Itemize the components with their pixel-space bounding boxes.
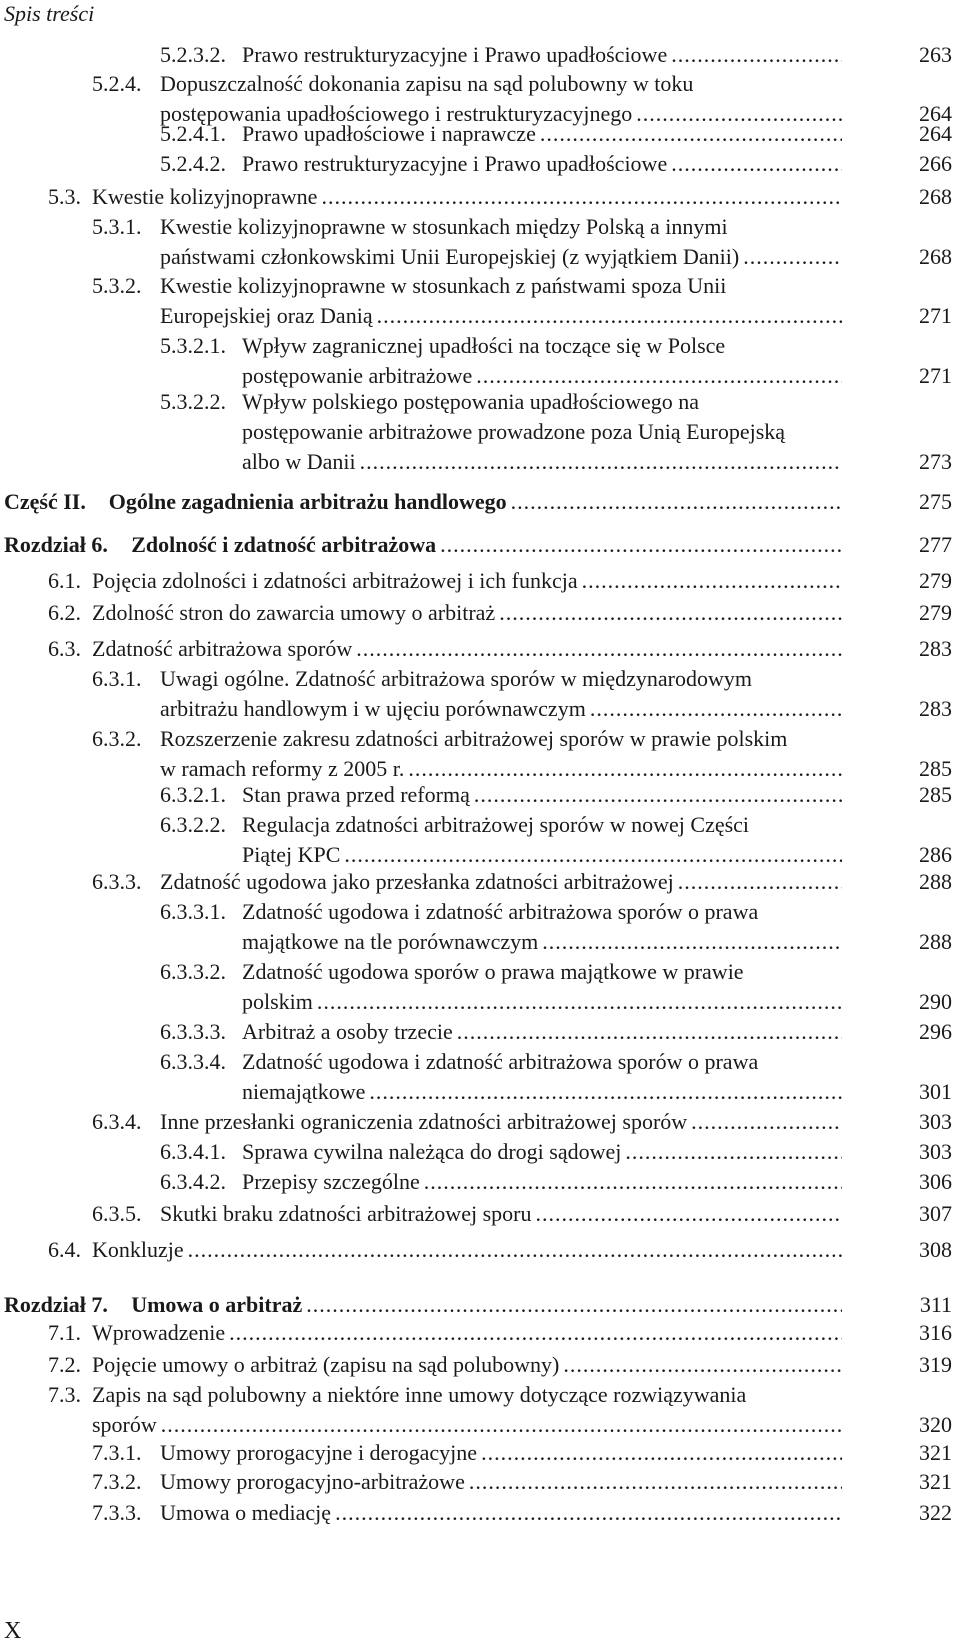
toc-entry-title [242, 1017, 848, 1047]
toc-entry-title [242, 1047, 848, 1107]
toc-entry-line-text: polskim [242, 989, 313, 1014]
dot-leader [440, 530, 842, 560]
toc-entry-title [92, 1350, 848, 1380]
toc-entry-line-text: Kwestie kolizyjnoprawne w stosunkach z państwami spoza Unii [160, 273, 727, 298]
toc-entry-line-text: Umowy prorogacyjno-arbitrażowe [160, 1469, 465, 1494]
toc-entry-page-number: 266 [919, 151, 952, 176]
toc-entry[interactable] [0, 1167, 960, 1197]
toc-entry-line-text: Europejskiej oraz Danią [160, 303, 373, 328]
toc-entry-number: 6.3.5. [92, 1201, 142, 1226]
dot-leader [542, 927, 842, 957]
toc-entry-number: 5.2.4.2. [160, 151, 226, 176]
toc-entry-number: 7.1. [48, 1320, 81, 1345]
dot-leader [356, 634, 842, 664]
dot-leader [678, 867, 842, 897]
toc-entry-title [131, 1290, 848, 1320]
toc-entry-number: 6.3.2. [92, 726, 142, 751]
toc-entry-page-number: 303 [919, 1139, 952, 1164]
toc-entry-page-number: 264 [919, 101, 952, 126]
toc-entry-page-number: 308 [919, 1237, 952, 1262]
toc-entry-line [160, 867, 848, 897]
dot-leader [457, 1017, 842, 1047]
toc-entry-title [242, 331, 848, 391]
toc-entry-page-number: 264 [919, 121, 952, 146]
toc-entry-line-text: Prawo restrukturyzacyjne i Prawo upadłościowe [242, 42, 668, 67]
dot-leader [743, 242, 842, 272]
toc-entry-number: 6.3.3.2. [160, 959, 226, 984]
toc-entry-line-text: Umowy prorogacyjne i derogacyjne [160, 1440, 478, 1465]
toc-entry-number: 6.4. [48, 1237, 81, 1262]
toc-entry-page-number: 268 [919, 244, 952, 269]
toc-entry-page-number: 321 [919, 1469, 952, 1494]
toc-entry-number: Część II. [4, 489, 86, 514]
toc-entry-line [242, 149, 848, 179]
toc-entry-line [242, 119, 848, 149]
toc-entry-title [92, 182, 848, 212]
toc-entry-line [92, 1235, 848, 1265]
dot-leader [344, 840, 842, 870]
toc-entry-page-number: 303 [919, 1109, 952, 1134]
toc-entry-page-number: 320 [919, 1412, 952, 1437]
toc-entry-line [242, 780, 848, 810]
toc-entry-line [160, 212, 848, 242]
dot-leader [469, 1467, 842, 1497]
toc-entry-line [242, 1167, 848, 1197]
toc-entry-number: 7.3. [48, 1382, 81, 1407]
dot-leader [590, 694, 842, 724]
toc-entry[interactable] [0, 1498, 960, 1528]
toc-entry-line [160, 664, 848, 694]
toc-entry[interactable] [0, 212, 960, 272]
toc-entry-line [92, 182, 848, 212]
toc-entry-page-number: 263 [919, 42, 952, 67]
dot-leader [474, 780, 842, 810]
dot-leader [499, 598, 842, 628]
dot-leader [335, 1498, 842, 1528]
dot-leader [377, 301, 842, 331]
toc-entry[interactable] [0, 487, 960, 517]
toc-entry-line-text: Pojęcia zdolności i zdatności arbitrażowej i ich funkcja [92, 568, 578, 593]
toc-entry-page-number: 322 [919, 1500, 952, 1525]
toc-entry-number: 6.2. [48, 600, 81, 625]
toc-entry-title [160, 1107, 848, 1137]
toc-entry[interactable] [0, 119, 960, 149]
toc-entry[interactable] [0, 182, 960, 212]
toc-entry-page-number: 288 [919, 929, 952, 954]
toc-entry-title [242, 957, 848, 1017]
toc-entry-title [242, 1167, 848, 1197]
toc-entry-line [242, 987, 848, 1017]
toc-entry[interactable] [0, 1380, 960, 1440]
toc-entry-line-text: Pojęcie umowy o arbitraż (zapisu na sąd polubowny) [92, 1352, 560, 1377]
toc-entry-title [92, 598, 848, 628]
toc-entry-line [92, 1380, 848, 1410]
toc-entry-line-text: Regulacja zdatności arbitrażowej sporów w nowej Części [242, 812, 750, 837]
toc-entry-line [242, 840, 848, 870]
toc-entry-line [160, 1467, 848, 1497]
toc-entry-number: 5.3.2.1. [160, 333, 226, 358]
dot-leader [369, 1077, 842, 1107]
toc-entry-line-text: Prawo upadłościowe i naprawcze [242, 121, 536, 146]
toc-entry-title [92, 566, 848, 596]
toc-entry-line-text: Prawo restrukturyzacyjne i Prawo upadłościowe [242, 151, 668, 176]
toc-entry-title [92, 1380, 848, 1440]
toc-entry-line [92, 1350, 848, 1380]
toc-entry-line-text: Zdolność i zdatność arbitrażowa [131, 532, 437, 557]
toc-entry-line-text: Zdatność arbitrażowa sporów [92, 636, 353, 661]
toc-entry[interactable] [0, 664, 960, 724]
toc-entry-line-text: Wpływ polskiego postępowania upadłościowego na [242, 389, 700, 414]
toc-entry-line-text: Dopuszczalność dokonania zapisu na sąd polubowny w toku [160, 71, 694, 96]
toc-entry-title [131, 530, 848, 560]
toc-entry-title [160, 1498, 848, 1528]
toc-entry-number: 7.3.1. [92, 1440, 142, 1465]
toc-entry-page-number: 286 [919, 842, 952, 867]
toc-entry-line-text: Stan prawa przed reformą [242, 782, 470, 807]
dot-leader [625, 1137, 842, 1167]
toc-entry-title [160, 212, 848, 272]
toc-entry-line-text: albo w Danii [242, 449, 356, 474]
toc-entry-page-number: 307 [919, 1201, 952, 1226]
toc-entry-title [242, 897, 848, 957]
toc-entry-title [242, 780, 848, 810]
toc-entry[interactable] [0, 1290, 960, 1320]
dot-leader [671, 149, 842, 179]
toc-entry-line [242, 810, 848, 840]
toc-entry-page-number: 316 [919, 1320, 952, 1345]
toc-entry-title [160, 724, 848, 784]
toc-entry[interactable] [0, 598, 960, 628]
toc-entry-line [92, 566, 848, 596]
toc-entry-line [242, 1077, 848, 1107]
toc-entry-page-number: 311 [919, 1292, 952, 1317]
toc-entry-page-number: 273 [919, 449, 952, 474]
dot-leader [511, 487, 842, 517]
toc-entry-number: 6.3.3.3. [160, 1019, 226, 1044]
toc-entry-line [131, 530, 848, 560]
toc-entry-page-number: 319 [919, 1352, 952, 1377]
toc-entry[interactable] [0, 1017, 960, 1047]
toc-entry-line-text: Zdatność ugodowa sporów o prawa majątkowe w prawie [242, 959, 744, 984]
toc-entry-line-text: Zdatność ugodowa i zdatność arbitrażowa sporów o prawa [242, 1049, 759, 1074]
toc-entry[interactable] [0, 1467, 960, 1497]
toc-entry-number: 6.3.1. [92, 666, 142, 691]
toc-entry-line [160, 1199, 848, 1229]
toc-entry-number: 6.3.3.4. [160, 1049, 226, 1074]
toc-entry-page-number: 283 [919, 636, 952, 661]
dot-leader [540, 119, 842, 149]
toc-entry-page-number: 285 [919, 782, 952, 807]
toc-entry-page-number: 279 [919, 568, 952, 593]
toc-entry[interactable] [0, 897, 960, 957]
toc-entry-page-number: 306 [919, 1169, 952, 1194]
toc-entry-line-text: arbitrażu handlowym i w ujęciu porównawczym [160, 696, 586, 721]
toc-entry-title [160, 664, 848, 724]
toc-entry-number: 6.3.3. [92, 869, 142, 894]
toc-entry[interactable] [0, 1235, 960, 1265]
toc-entry-line-text: Kwestie kolizyjnoprawne w stosunkach między Polską a innymi [160, 214, 728, 239]
toc-entry-line [242, 417, 848, 447]
toc-entry-page-number: 279 [919, 600, 952, 625]
toc-entry-line-text: Piątej KPC [242, 842, 341, 867]
toc-entry[interactable] [0, 957, 960, 1017]
toc-entry-line [160, 1438, 848, 1468]
toc-entry-page-number: 283 [919, 696, 952, 721]
toc-entry-line [242, 897, 848, 927]
dot-leader [321, 182, 842, 212]
toc-entry-number: 6.1. [48, 568, 81, 593]
toc-entry[interactable] [0, 780, 960, 810]
toc-entry-line-text: niemajątkowe [242, 1079, 366, 1104]
toc-entry-number: 6.3.3.1. [160, 899, 226, 924]
toc-entry-line-text: Zdatność ugodowa jako przesłanka zdatności arbitrażowej [160, 869, 674, 894]
toc-entry[interactable] [0, 1137, 960, 1167]
toc-entry-number: Rozdział 7. [4, 1292, 108, 1317]
toc-entry[interactable] [0, 810, 960, 870]
dot-leader [671, 40, 842, 70]
toc-entry[interactable] [0, 634, 960, 664]
dot-leader [229, 1318, 842, 1348]
toc-entry[interactable] [0, 271, 960, 331]
toc-entry-page-number: 275 [919, 489, 952, 514]
toc-entry-page-number: 288 [919, 869, 952, 894]
toc-entry-title [160, 1467, 848, 1497]
dot-leader [481, 1438, 842, 1468]
toc-entry-line [109, 487, 848, 517]
toc-entry-line-text: Sprawa cywilna należąca do drogi sądowej [242, 1139, 622, 1164]
toc-entry-page-number: 290 [919, 989, 952, 1014]
toc-entry-line [242, 331, 848, 361]
dot-leader [535, 1199, 842, 1229]
toc-entry-number: 6.3.4.2. [160, 1169, 226, 1194]
toc-entry-line-text: Zdatność ugodowa i zdatność arbitrażowa sporów o prawa [242, 899, 759, 924]
toc-entry-line [242, 1017, 848, 1047]
dot-leader [317, 987, 842, 1017]
toc-entry-page-number: 296 [919, 1019, 952, 1044]
toc-entry-line [242, 957, 848, 987]
toc-entry-number: 7.3.3. [92, 1500, 142, 1525]
toc-entry[interactable] [0, 566, 960, 596]
toc-entry[interactable] [0, 1350, 960, 1380]
toc-entry-line-text: w ramach reformy z 2005 r. [160, 756, 405, 781]
toc-entry-number: 6.3.4.1. [160, 1139, 226, 1164]
toc-entry-number: 7.3.2. [92, 1469, 142, 1494]
toc-entry[interactable] [0, 1199, 960, 1229]
toc-entry-line-text: Uwagi ogólne. Zdatność arbitrażowa sporów w międzynarodowym [160, 666, 753, 691]
toc-entry-line [242, 40, 848, 70]
toc-entry-line-text: postępowania upadłościowego i restrukturyzacyjnego [160, 101, 633, 126]
toc-entry-line [160, 1498, 848, 1528]
toc-entry-number: 7.2. [48, 1352, 81, 1377]
toc-entry-line-text: postępowanie arbitrażowe prowadzone poza Unią Europejską [242, 419, 786, 444]
toc-entry-title [242, 387, 848, 477]
toc-entry-number: 5.2.4. [92, 71, 142, 96]
toc-entry[interactable] [0, 724, 960, 784]
toc-entry-title [160, 1199, 848, 1229]
toc-entry-line-text: Zdolność stron do zawarcia umowy o arbitraż [92, 600, 496, 625]
toc-entry-line [131, 1290, 848, 1320]
toc-entry-line-text: Arbitraż a osoby trzecie [242, 1019, 453, 1044]
toc-entry-line [160, 301, 848, 331]
toc-entry[interactable] [0, 1318, 960, 1348]
toc-entry[interactable] [0, 1047, 960, 1107]
toc-entry-line [92, 1318, 848, 1348]
toc-entry-line [92, 598, 848, 628]
toc-entry-line-text: Wpływ zagranicznej upadłości na toczące się w Polsce [242, 333, 726, 358]
toc-entry-line [92, 634, 848, 664]
toc-entry-line [242, 387, 848, 417]
toc-entry-title [92, 1235, 848, 1265]
toc-entry-number: 5.3.1. [92, 214, 142, 239]
dot-leader [188, 1235, 842, 1265]
toc-entry-title [109, 487, 848, 517]
toc-entry[interactable] [0, 331, 960, 391]
toc-entry-title [242, 1137, 848, 1167]
toc-entry-line-text: Ogólne zagadnienia arbitrażu handlowego [108, 489, 507, 514]
dot-leader [360, 447, 842, 477]
toc-entry-number: Rozdział 6. [4, 532, 108, 557]
toc-entry-number: 5.2.3.2. [160, 42, 226, 67]
toc-entry-number: 6.3.4. [92, 1109, 142, 1134]
toc-entry-line [242, 447, 848, 477]
toc-entry-line-text: Umowa o arbitraż [131, 1292, 303, 1317]
toc-entry-title [92, 1318, 848, 1348]
toc-entry-line-text: Przepisy szczególne [242, 1169, 420, 1194]
running-header: Spis treści [4, 1, 95, 26]
dot-leader [691, 1107, 842, 1137]
toc-entry-page-number: 271 [919, 363, 952, 388]
toc-entry-line [160, 694, 848, 724]
toc-entry[interactable] [0, 530, 960, 560]
toc-entry-title [160, 867, 848, 897]
toc-entry-number: 6.3. [48, 636, 81, 661]
toc-entry-title [242, 40, 848, 70]
toc-entry-title [242, 119, 848, 149]
toc-entry-line [160, 69, 848, 99]
toc-entry-number: 5.3. [48, 184, 81, 209]
toc-entry-line-text: Konkluzje [92, 1237, 184, 1262]
toc-entry-line-text: sporów [92, 1412, 157, 1437]
toc-entry-title [160, 271, 848, 331]
toc-entry-title [92, 634, 848, 664]
toc-entry-number: 6.3.2.2. [160, 812, 226, 837]
toc-entry[interactable] [0, 1438, 960, 1468]
toc-entry-line [160, 271, 848, 301]
dot-leader [161, 1410, 842, 1440]
toc-entry-line-text: Inne przesłanki ograniczenia zdatności arbitrażowej sporów [160, 1109, 688, 1134]
dot-leader [582, 566, 842, 596]
toc-entry-line [160, 1107, 848, 1137]
dot-leader [306, 1290, 842, 1320]
toc-entry-number: 6.3.2.1. [160, 782, 226, 807]
toc-entry-line [242, 1047, 848, 1077]
toc-entry-line [242, 1137, 848, 1167]
toc-entry[interactable] [0, 40, 960, 70]
toc-entry-page-number: 271 [919, 303, 952, 328]
toc-entry-title [160, 1438, 848, 1468]
toc-entry-line-text: majątkowe na tle porównawczym [242, 929, 539, 954]
toc-entry-line [92, 1410, 848, 1440]
toc-entry-line-text: Kwestie kolizyjnoprawne [92, 184, 318, 209]
toc-entry-line-text: Umowa o mediację [160, 1500, 332, 1525]
toc-entry[interactable] [0, 149, 960, 179]
dot-leader [563, 1350, 842, 1380]
toc-entry-line-text: państwami członkowskimi Unii Europejskiej (z wyjątkiem Danii) [160, 244, 740, 269]
dot-leader [424, 1167, 842, 1197]
toc-entry-line-text: postępowanie arbitrażowe [242, 363, 473, 388]
toc-entry-line [160, 724, 848, 754]
toc-entry-line-text: Rozszerzenie zakresu zdatności arbitrażowej sporów w prawie polskim [160, 726, 788, 751]
toc-entry-page-number: 268 [919, 184, 952, 209]
toc-entry-number: 5.3.2. [92, 273, 142, 298]
toc-entry-number: 5.2.4.1. [160, 121, 226, 146]
toc-entry-page-number: 301 [919, 1079, 952, 1104]
toc-entry-page-number: 277 [919, 532, 952, 557]
toc-entry[interactable] [0, 1107, 960, 1137]
toc-entry[interactable] [0, 387, 960, 477]
toc-entry-page-number: 285 [919, 756, 952, 781]
toc-entry-line-text: Zapis na sąd polubowny a niektóre inne umowy dotyczące rozwiązywania [92, 1382, 747, 1407]
toc-entry-line-text: Skutki braku zdatności arbitrażowej sporu [160, 1201, 532, 1226]
toc-entry-page-number: 321 [919, 1440, 952, 1465]
toc-entry-line-text: Wprowadzenie [92, 1320, 226, 1345]
toc-entry[interactable] [0, 867, 960, 897]
toc-entry-title [242, 810, 848, 870]
page-number: X [4, 1618, 22, 1644]
toc-entry-number: 5.3.2.2. [160, 389, 226, 414]
toc-entry-title [242, 149, 848, 179]
toc-entry-line [160, 242, 848, 272]
toc-entry-line [242, 927, 848, 957]
